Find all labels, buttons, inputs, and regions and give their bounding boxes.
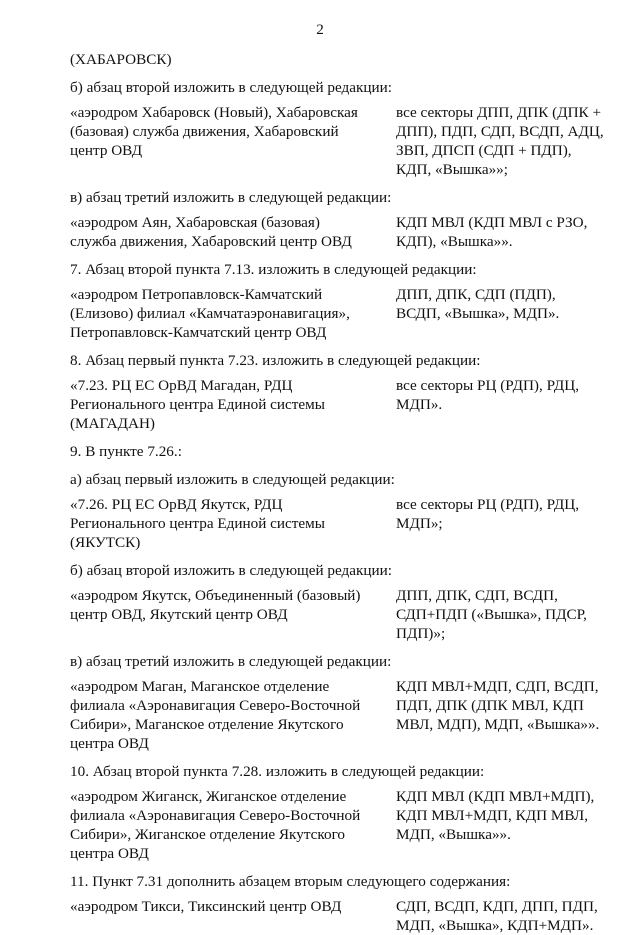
text-line: ЗВП, ДПСП (СДП + ПДП), <box>396 142 572 159</box>
text-line: ДПП, ДПК, СДП, ВСДП, <box>396 587 558 604</box>
entry-row <box>70 103 610 179</box>
text-line: ВСДП, «Вышка», МДП». <box>396 305 560 322</box>
entry-facility <box>70 586 396 643</box>
text-line: Сибири», Жиганское отделение Якутского <box>70 826 346 843</box>
text-line: филиала «Аэронавигация Северо-Восточной <box>70 697 361 714</box>
text-line: центра ОВД <box>70 735 149 752</box>
text-line: КДП МВЛ (КДП МВЛ с РЗО, <box>396 214 588 231</box>
entry-row <box>70 586 610 643</box>
text-line: МВЛ, МДП), МДП, «Вышка»». <box>396 716 600 733</box>
text-line: (базовая) служба движения, Хабаровский <box>70 123 339 140</box>
entry-row <box>70 213 610 251</box>
text-line: все секторы РЦ (РДП), РДЦ, <box>396 377 579 394</box>
text-line: «аэродром Жиганск, Жиганское отделение <box>70 788 347 805</box>
text-line: МДП, «Вышка», КДП+МДП». <box>396 917 594 934</box>
text-line: «аэродром Петропавловск-Камчатский <box>70 286 323 303</box>
entry-facility <box>70 103 396 179</box>
text-line: «аэродром Аян, Хабаровская (базовая) <box>70 214 320 231</box>
text-line: центр ОВД <box>70 142 143 159</box>
text-line: (МАГАДАН) <box>70 415 155 432</box>
text-line: «7.23. РЦ ЕС ОрВД Магадан, РДЦ <box>70 377 293 394</box>
paragraph: (ХАБАРОВСК) <box>70 51 172 68</box>
text-line: ПДП, ДПК (ДПК МВЛ, КДП <box>396 697 584 714</box>
entry-sectors <box>396 376 610 433</box>
page-number: 2 <box>316 21 324 38</box>
entry-sectors <box>396 103 610 179</box>
paragraph: 9. В пункте 7.26.: <box>70 443 182 460</box>
text-line: центра ОВД <box>70 845 149 862</box>
entry-row <box>70 897 610 935</box>
entry-facility <box>70 213 396 251</box>
entry-facility <box>70 285 396 342</box>
paragraph: б) абзац второй изложить в следующей редакции: <box>70 562 392 579</box>
text-line: «аэродром Тикси, Тиксинский центр ОВД <box>70 898 342 915</box>
text-line: служба движения, Хабаровский центр ОВД <box>70 233 352 250</box>
text-line: СДП, ВСДП, КДП, ДПП, ПДП, <box>396 898 598 915</box>
entry-facility <box>70 787 396 863</box>
paragraph: 8. Абзац первый пункта 7.23. изложить в следующей редакции: <box>70 352 481 369</box>
entry-sectors <box>396 677 610 753</box>
document-body <box>70 50 610 935</box>
entry-row <box>70 285 610 342</box>
text-line: «аэродром Хабаровск (Новый), Хабаровская <box>70 104 358 121</box>
entry-sectors <box>396 495 610 552</box>
text-line: (ЯКУТСК) <box>70 534 141 551</box>
paragraph: в) абзац третий изложить в следующей редакции: <box>70 653 392 670</box>
text-line: КДП), «Вышка»». <box>396 233 513 250</box>
text-line: КДП МВЛ+МДП, СДП, ВСДП, <box>396 678 599 695</box>
text-line: МДП, «Вышка»». <box>396 826 511 843</box>
paragraph: 10. Абзац второй пункта 7.28. изложить в следующей редакции: <box>70 763 485 780</box>
text-line: Регионального центра Единой системы <box>70 396 325 413</box>
paragraph: а) абзац первый изложить в следующей редакции: <box>70 471 395 488</box>
entry-row <box>70 495 610 552</box>
text-line: центр ОВД, Якутский центр ОВД <box>70 606 288 623</box>
entry-facility <box>70 677 396 753</box>
text-line: МДП»; <box>396 515 443 532</box>
text-line: Петропавловск-Камчатский центр ОВД <box>70 324 327 341</box>
text-line: ДПП, ДПК, СДП (ПДП), <box>396 286 556 303</box>
entry-facility <box>70 376 396 433</box>
text-line: все секторы ДПП, ДПК (ДПК + <box>396 104 602 121</box>
entry-sectors <box>396 586 610 643</box>
entry-facility <box>70 495 396 552</box>
paragraph: в) абзац третий изложить в следующей редакции: <box>70 189 392 206</box>
text-line: филиала «Аэронавигация Северо-Восточной <box>70 807 361 824</box>
text-line: Регионального центра Единой системы <box>70 515 325 532</box>
text-line: (Елизово) филиал «Камчатаэронавигация», <box>70 305 350 322</box>
text-line: КДП МВЛ (КДП МВЛ+МДП), <box>396 788 595 805</box>
entry-sectors <box>396 897 610 935</box>
text-line: МДП». <box>396 396 443 413</box>
entry-row <box>70 376 610 433</box>
text-line: ПДП)»; <box>396 625 446 642</box>
entry-row <box>70 677 610 753</box>
entry-sectors <box>396 787 610 863</box>
text-line: «аэродром Якутск, Объединенный (базовый) <box>70 587 361 604</box>
text-line: СДП+ПДП («Вышка», ПДСР, <box>396 606 587 623</box>
entry-facility <box>70 897 396 935</box>
text-line: ДПП), ПДП, СДП, ВСДП, АДЦ, <box>396 123 604 140</box>
text-line: «7.26. РЦ ЕС ОрВД Якутск, РДЦ <box>70 496 283 513</box>
text-line: КДП, «Вышка»»; <box>396 161 508 178</box>
entry-row <box>70 787 610 863</box>
text-line: Сибири», Маганское отделение Якутского <box>70 716 344 733</box>
entry-sectors <box>396 213 610 251</box>
paragraph: 11. Пункт 7.31 дополнить абзацем вторым следующего содержания: <box>70 873 511 890</box>
text-line: «аэродром Маган, Маганское отделение <box>70 678 330 695</box>
paragraph: 7. Абзац второй пункта 7.13. изложить в следующей редакции: <box>70 261 477 278</box>
text-line: КДП МВЛ+МДП, КДП МВЛ, <box>396 807 589 824</box>
entry-sectors <box>396 285 610 342</box>
text-line: все секторы РЦ (РДП), РДЦ, <box>396 496 579 513</box>
paragraph: б) абзац второй изложить в следующей редакции: <box>70 79 392 96</box>
